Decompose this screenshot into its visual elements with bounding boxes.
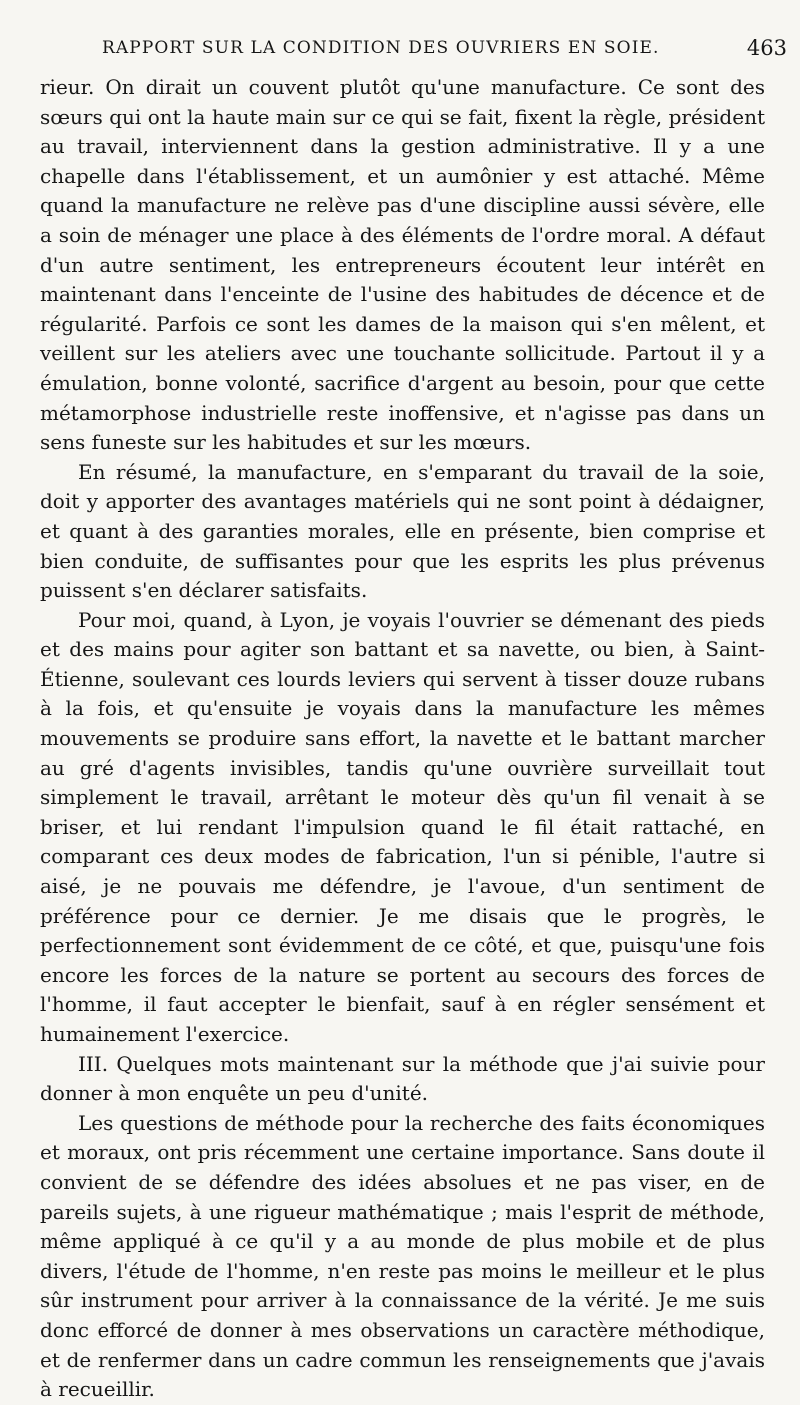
paragraph-continuation: rieur. On dirait un couvent plutôt qu'une manufacture. Ce sont des sœurs qui ont la haute main sur ce qui se fait, fixent la règle, président au travail, interviennent dans la gestion administrative. Il y a une chapelle dans l'établissement, et un aumônier y est attaché. Même quand la manufacture ne relève pas d'une discipline aussi sévère, elle a soin de ménager une place à des éléments de l'ordre moral. A défaut d'un autre sentiment, les entrepreneurs écoutent leur intérêt en maintenant dans l'enceinte de l'usine des habitudes de décence et de régularité. Parfois ce sont les dames de la maison qui s'en mêlent, et veillent sur les ateliers avec une touchante sollicitude. Partout il y a émulation, bonne volonté, sacrifice d'argent au besoin, pour que cette métamorphose industrielle reste inoffensive, et n'agisse pas dans un sens funeste sur les habitudes et sur les mœurs. xyxy=(40,75,765,455)
book-page xyxy=(40,36,787,1405)
page-number: 463 xyxy=(746,36,787,60)
running-title: RAPPORT SUR LA CONDITION DES OUVRIERS EN SOIE. xyxy=(102,38,660,58)
paragraph-lyon-saint-etienne: Pour moi, quand, à Lyon, je voyais l'ouvrier se démenant des pieds et des mains pour agiter son battant et sa navette, ou bien, à Saint-Étienne, soulevant ces lourds leviers qui servent à tisser douze rubans à la fois, et qu'ensuite je voyais dans la manufacture les mêmes mouvements se produire sans effort, la navette et le battant marcher au gré d'agents invisibles, tandis qu'une ouvrière surveillait tout simplement le travail, arrêtant le moteur dès qu'un fil venait à se briser, et lui rendant l'impulsion quand le fil était rattaché, en comparant ces deux modes de fabrication, l'un si pénible, l'autre si aisé, je ne pouvais me défendre, je l'avoue, d'un sentiment de préférence pour ce dernier. Je me disais que le progrès, le perfectionnement sont évidemment de ce côté, et que, puisqu'une fois encore les forces de la nature se portent au secours des forces de l'homme, il faut accepter le bienfait, sauf à en régler sensément et humainement l'exercice. xyxy=(40,607,765,1046)
paragraph-summary: En résumé, la manufacture, en s'emparant du travail de la soie, doit y apporter des avantages matériels qui ne sont point à dédaigner, et quant à des garanties morales, elle en présente, bien comprise et bien conduite, de suffisantes pour que les esprits les plus prévenus puissent s'en déclarer satisfaits. xyxy=(40,459,765,603)
paragraph-method: Les questions de méthode pour la recherche des faits économiques et moraux, ont pris récemment une certaine importance. Sans doute il convient de se défendre des idées absolues et ne pas viser, en de pareils sujets, à une rigueur mathématique ; mais l'esprit de méthode, même appliqué à ce qu'il y a au monde de plus mobile et de plus divers, l'étude de l'homme, n'en reste pas moins le meilleur et le plus sûr instrument pour arriver à la connaissance de la vérité. Je me suis donc efforcé de donner à mes observations un caractère méthodique, et de renfermer dans un cadre commun les renseignements que j'avais à recueillir. xyxy=(40,1110,765,1402)
running-header xyxy=(40,36,787,76)
section-iii-intro: III. Quelques mots maintenant sur la méthode que j'ai suivie pour donner à mon enquête un peu d'unité. xyxy=(40,1051,765,1106)
body-text xyxy=(40,73,765,1405)
